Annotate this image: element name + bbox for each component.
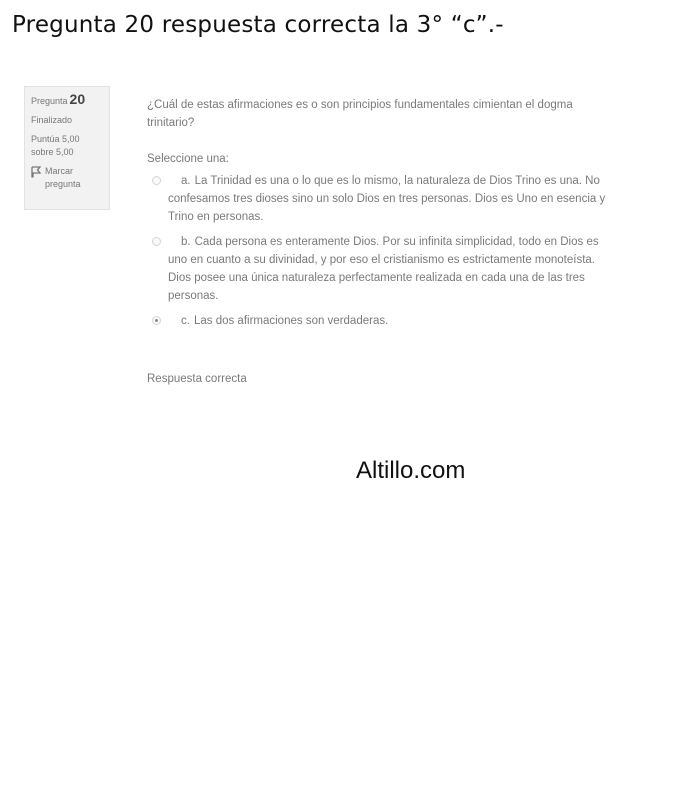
grade-line-1: Puntúa 5,00 <box>31 134 80 144</box>
answer-b-radio[interactable] <box>152 237 161 246</box>
answer-c-radio[interactable] <box>152 316 161 325</box>
answer-a-radio[interactable] <box>152 176 161 185</box>
answer-b-letter: b. <box>181 236 191 248</box>
question-info-panel <box>24 86 110 210</box>
answer-option-b[interactable] <box>147 233 615 305</box>
flag-label-line-2: pregunta <box>45 179 81 189</box>
answer-option-a[interactable] <box>147 172 615 226</box>
answer-option-c[interactable] <box>147 312 615 330</box>
flag-question-link[interactable] <box>31 165 103 191</box>
answer-b-text: Cada persona es enteramente Dios. Por su infinita simplicidad, todo en Dios es uno en cuanto a su divinidad, y por eso el cristianismo es estrictamente monoteísta. Dios posee una única naturaleza perfectamente realizada en cada una de las tres personas. <box>168 236 599 302</box>
question-content <box>147 96 615 388</box>
question-text: ¿Cuál de estas afirmaciones es o son principios fundamentales cimientan el dogma trinitario? <box>147 99 573 129</box>
question-label: Pregunta <box>31 96 68 106</box>
flag-icon <box>31 166 41 178</box>
question-number: 20 <box>69 91 86 107</box>
page-heading: Pregunta 20 respuesta correcta la 3° “c”.- <box>12 12 504 38</box>
watermark: Altillo.com <box>356 457 466 484</box>
question-grade <box>31 133 103 159</box>
answer-c-text: Las dos afirmaciones son verdaderas. <box>193 315 389 327</box>
flag-label-line-1: Marcar <box>45 166 74 176</box>
answer-prompt: Seleccione una: <box>147 153 229 165</box>
answer-a-text: La Trinidad es una o lo que es lo mismo, la naturaleza de Dios Trino es una. No confesamos tres dioses sino un solo Dios en tres personas. Dios es Uno en esencia y Trino en personas. <box>168 175 606 223</box>
grade-line-2: sobre 5,00 <box>31 147 74 157</box>
answer-a-letter: a. <box>181 175 191 187</box>
answer-feedback: Respuesta correcta <box>147 373 247 385</box>
flag-label <box>45 165 81 191</box>
question-number-line <box>31 93 103 108</box>
question-state: Finalizado <box>31 115 73 125</box>
answer-c-letter: c. <box>181 315 190 327</box>
